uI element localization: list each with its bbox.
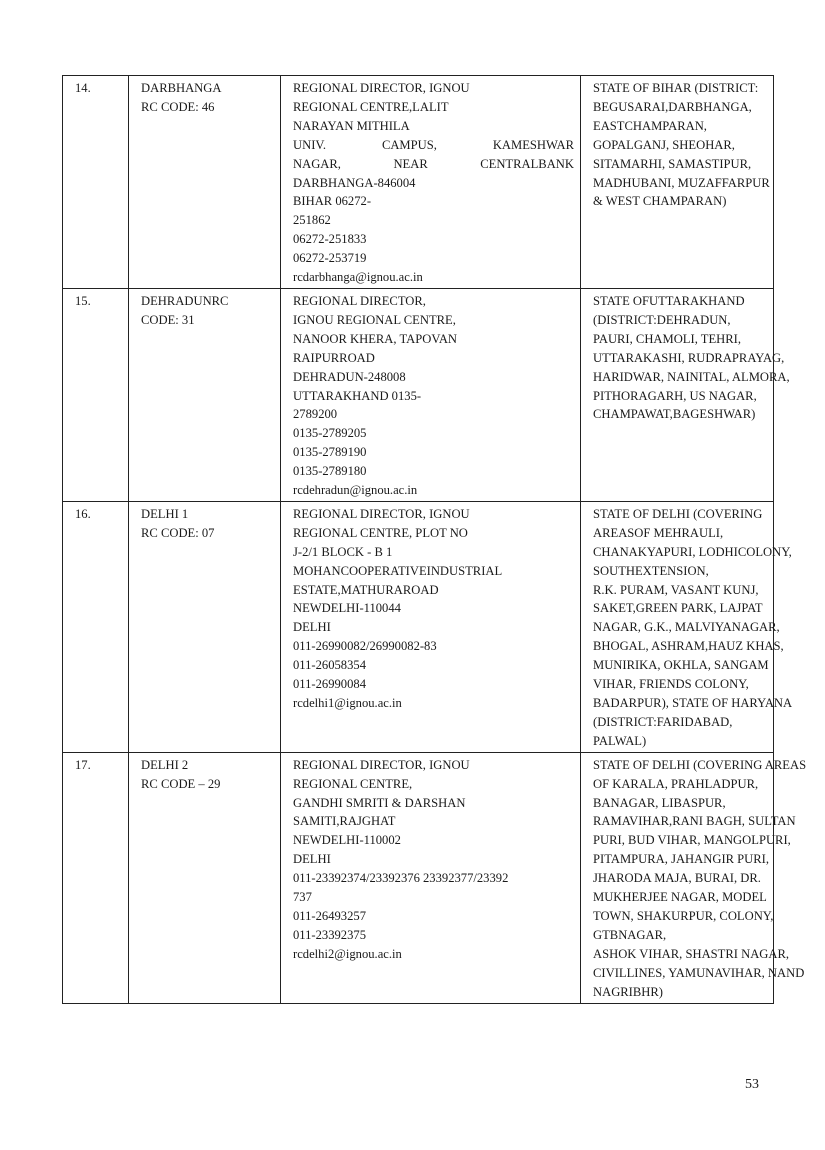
jurisdiction-cell [581, 752, 807, 1003]
address-line: 06272-253719 [293, 251, 367, 266]
table-row [63, 501, 774, 752]
jurisdiction-line: STATE OF BIHAR (DISTRICT: [593, 81, 759, 95]
table-body [63, 76, 807, 1004]
jurisdiction-line: JHARODA MAJA, BURAI, DR. [593, 871, 761, 886]
rc-line: DARBHANGA [141, 81, 222, 95]
jurisdiction-line: NAGAR, G.K., MALVIYANAGAR, [593, 620, 780, 635]
rc-line: DELHI 2 [141, 757, 189, 772]
jurisdiction-line: BEGUSARAI,DARBHANGA, [593, 99, 752, 114]
address-line: REGIONAL DIRECTOR, [293, 293, 426, 308]
rc-line: DELHI 1 [141, 506, 189, 521]
jurisdiction-line: MUKHERJEE NAGAR, MODEL [593, 890, 767, 905]
address-line: 737 [293, 890, 312, 905]
jurisdiction-line: AREASOF MEHRAULI, [593, 525, 724, 540]
jurisdiction-line: BHOGAL, ASHRAM,HAUZ KHAS, [593, 639, 784, 654]
regional-centres-table [62, 75, 807, 1004]
address-line: SAMITI,RAJGHAT [293, 814, 396, 829]
address-line: 011-26493257 [293, 908, 366, 923]
jurisdiction-line: PITHORAGARH, US NAGAR, [593, 388, 757, 403]
jurisdiction-line: PAURI, CHAMOLI, TEHRI, [593, 331, 741, 346]
address-line: NARAYAN MITHILA [293, 118, 410, 133]
jurisdiction-line: PALWAL) [593, 733, 647, 748]
address-line: rcdehradun@ignou.ac.in [293, 483, 418, 498]
address-line: NAGAR, NEAR CENTRALBANK [293, 156, 574, 171]
jurisdiction-line: EASTCHAMPARAN, [593, 118, 707, 133]
address-cell [281, 501, 581, 752]
address-line: REGIONAL DIRECTOR, IGNOU [293, 81, 470, 95]
jurisdiction-line: ASHOK VIHAR, SHASTRI NAGAR, [593, 946, 790, 961]
jurisdiction-line: SAKET,GREEN PARK, LAJPAT [593, 601, 763, 616]
address-line: 011-26058354 [293, 658, 366, 673]
address-line: NANOOR KHERA, TAPOVAN [293, 331, 458, 346]
jurisdiction-line: R.K. PURAM, VASANT KUNJ, [593, 582, 759, 597]
address-line: 0135-2789190 [293, 445, 367, 460]
jurisdiction-cell [581, 501, 793, 752]
jurisdiction-line: CIVILLINES, YAMUNAVIHAR, NAND [593, 965, 805, 980]
address-line: DARBHANGA-846004 [293, 175, 416, 190]
jurisdiction-line: NAGRIBHR) [593, 984, 663, 999]
serial-number-cell: 16. [63, 501, 129, 752]
address-line: rcdelhi2@ignou.ac.in [293, 946, 402, 961]
serial-number-cell: 15. [63, 288, 129, 501]
address-line: UNIV. CAMPUS, KAMESHWAR [293, 137, 574, 152]
jurisdiction-line: SITAMARHI, SAMASTIPUR, [593, 156, 752, 171]
table-row [63, 288, 774, 501]
address-line: 011-23392374/23392376 23392377/23392 [293, 871, 509, 886]
jurisdiction-line: STATE OF DELHI (COVERING [593, 506, 763, 521]
address-line: 0135-2789205 [293, 426, 367, 441]
address-line: REGIONAL CENTRE, PLOT NO [293, 525, 468, 540]
address-line: rcdelhi1@ignou.ac.in [293, 696, 402, 710]
regional-centre-cell [129, 752, 281, 1003]
address-line: 011-23392375 [293, 927, 366, 942]
address-line: MOHANCOOPERATIVEINDUSTRIAL [293, 563, 503, 578]
address-line: DEHRADUN-248008 [293, 369, 406, 384]
address-line: GANDHI SMRITI & DARSHAN [293, 795, 466, 810]
jurisdiction-line: & WEST CHAMPARAN) [593, 194, 727, 209]
address-line: rcdarbhanga@ignou.ac.in [293, 270, 423, 285]
table-row [63, 752, 774, 1003]
jurisdiction-line: UTTARAKASHI, RUDRAPRAYAG, [593, 350, 785, 365]
jurisdiction-line: PURI, BUD VIHAR, MANGOLPURI, [593, 833, 791, 848]
address-line: ESTATE,MATHURAROAD [293, 582, 439, 597]
jurisdiction-cell [581, 76, 774, 289]
jurisdiction-line: PITAMPURA, JAHANGIR PURI, [593, 852, 770, 867]
jurisdiction-line: MUNIRIKA, OKHLA, SANGAM [593, 658, 769, 673]
address-line: 011-26990084 [293, 677, 366, 692]
jurisdiction-line: TOWN, SHAKURPUR, COLONY, [593, 908, 774, 923]
regional-centre-cell [129, 501, 281, 752]
address-line: REGIONAL DIRECTOR, IGNOU [293, 506, 470, 521]
address-line: 011-26990082/26990082-83 [293, 639, 437, 654]
jurisdiction-line: (DISTRICT:DEHRADUN, [593, 312, 731, 327]
jurisdiction-line: GOPALGANJ, SHEOHAR, [593, 137, 735, 152]
serial-number-cell: 17. [63, 752, 129, 1003]
jurisdiction-line: BADARPUR), STATE OF HARYANA [593, 696, 793, 710]
address-line: REGIONAL CENTRE, [293, 776, 413, 791]
page-number: 53 [745, 1077, 759, 1092]
rc-line: RC CODE: 07 [141, 525, 215, 540]
address-line: 0135-2789180 [293, 464, 367, 479]
jurisdiction-line: MADHUBANI, MUZAFFARPUR [593, 175, 770, 190]
address-cell [281, 76, 581, 289]
address-line: IGNOU REGIONAL CENTRE, [293, 312, 456, 327]
address-line: UTTARAKHAND 0135- [293, 388, 422, 403]
jurisdiction-line: SOUTHEXTENSION, [593, 563, 709, 578]
rc-line: RC CODE: 46 [141, 99, 215, 114]
jurisdiction-line: (DISTRICT:FARIDABAD, [593, 714, 733, 729]
jurisdiction-line: OF KARALA, PRAHLADPUR, [593, 776, 759, 791]
address-line: NEWDELHI-110002 [293, 833, 401, 848]
jurisdiction-line: HARIDWAR, NAINITAL, ALMORA, [593, 369, 790, 384]
address-line: BIHAR 06272- [293, 194, 372, 209]
address-line: DELHI [293, 852, 331, 867]
address-line: REGIONAL DIRECTOR, IGNOU [293, 757, 470, 772]
address-line: 2789200 [293, 407, 338, 422]
address-line: 06272-251833 [293, 232, 367, 247]
address-line: REGIONAL CENTRE,LALIT [293, 99, 449, 114]
address-line: NEWDELHI-110044 [293, 601, 401, 616]
jurisdiction-line: CHANAKYAPURI, LODHICOLONY, [593, 544, 792, 559]
address-line: RAIPURROAD [293, 350, 375, 365]
address-line: 251862 [293, 213, 331, 228]
address-line: J-2/1 BLOCK - B 1 [293, 544, 393, 559]
address-cell [281, 752, 581, 1003]
rc-line: DEHRADUNRC [141, 293, 229, 308]
rc-line: CODE: 31 [141, 312, 195, 327]
jurisdiction-line: CHAMPAWAT,BAGESHWAR) [593, 407, 756, 422]
jurisdiction-line: GTBNAGAR, [593, 927, 667, 942]
regional-centre-cell [129, 288, 281, 501]
regional-centre-cell [129, 76, 281, 289]
jurisdiction-line: RAMAVIHAR,RANI BAGH, SULTAN [593, 814, 796, 829]
jurisdiction-line: BANAGAR, LIBASPUR, [593, 795, 726, 810]
table-row [63, 76, 774, 289]
jurisdiction-line: STATE OF DELHI (COVERING AREAS [593, 757, 807, 772]
address-cell [281, 288, 581, 501]
rc-line: RC CODE – 29 [141, 776, 221, 791]
address-line: DELHI [293, 620, 331, 635]
jurisdiction-line: VIHAR, FRIENDS COLONY, [593, 677, 749, 692]
jurisdiction-cell [581, 288, 790, 501]
serial-number-cell: 14. [63, 76, 129, 289]
jurisdiction-line: STATE OFUTTARAKHAND [593, 293, 745, 308]
